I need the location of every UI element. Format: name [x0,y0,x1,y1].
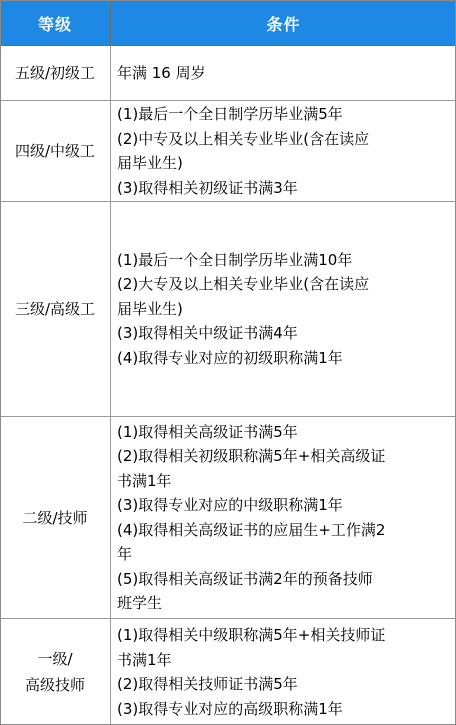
condition-cell [111,417,456,618]
condition-line: 年满 16 周岁 [117,63,206,82]
table-row [0,619,456,725]
table-header-row [0,0,456,46]
condition-line: (1)最后一个全日制学历毕业满5年 [117,105,343,123]
grade-label: 三级/高级工 [14,300,96,318]
grade-cell [0,619,111,725]
condition-line: (2)取得相关初级职称满5年+相关高级证 [117,447,386,465]
condition-line: 书满1年 [117,650,172,669]
table-row [0,46,456,101]
condition-line: 届毕业生) [117,154,183,172]
condition-line: (2)大专及以上相关专业毕业(含在读应 [117,275,370,294]
condition-cell [111,101,456,201]
table-row [0,202,456,417]
grade-label: 四级/中级工 [14,142,96,160]
grade-label: 二级/技师 [22,508,88,527]
condition-line: (1)取得相关中级职称满5年+相关技师证 [117,626,386,644]
table-row [0,417,456,619]
grade-label: 一级/ [37,650,73,668]
condition-line: 书满1年 [117,471,172,490]
condition-line: (3)取得专业对应的高级职称满1年 [117,699,343,718]
grade-cell [0,417,111,618]
condition-line: (3)取得专业对应的中级职称满1年 [117,496,343,514]
condition-line: (4)取得专业对应的初级职称满1年 [117,348,343,367]
grade-cell [0,101,111,201]
condition-line: (5)取得相关高级证书满2年的预备技师 [117,569,373,588]
condition-line: 年 [117,545,133,563]
condition-line: (3)取得相关初级证书满3年 [117,178,298,197]
condition-line: (4)取得相关高级证书的应届生+工作满2 [117,520,386,539]
grade-cell [0,46,111,100]
condition-column-header: 条件 [266,14,301,34]
grade-column-header: 等级 [0,0,111,46]
condition-line: (2)取得相关技师证书满5年 [117,675,298,693]
grade-label: 五级/初级工 [14,64,96,82]
grade-cell [0,202,111,416]
condition-cell [111,619,456,725]
grade-label: 高级技师 [24,676,85,694]
condition-line: (2)中专及以上相关专业毕业(含在读应 [117,129,370,148]
condition-line: 班学生 [117,594,163,612]
table-row [0,101,456,202]
condition-line: (3)取得相关中级证书满4年 [117,324,298,343]
condition-line: (1)取得相关高级证书满5年 [117,422,298,441]
condition-line: (1)最后一个全日制学历毕业满10年 [117,250,353,269]
condition-cell [111,46,456,100]
condition-cell [111,202,456,416]
condition-line: 届毕业生) [117,299,183,318]
